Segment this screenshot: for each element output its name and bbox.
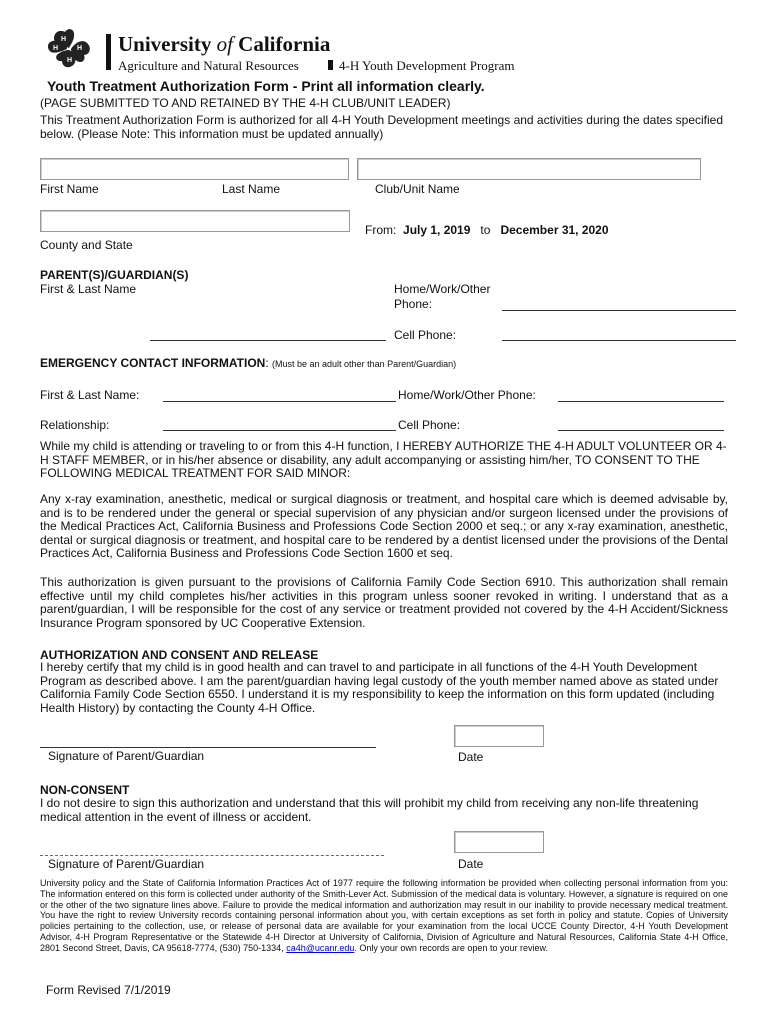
clover-logo-icon xyxy=(40,24,98,74)
county-state-field[interactable] xyxy=(40,210,350,232)
last-name-label: Last Name xyxy=(222,182,281,196)
svg-text:H: H xyxy=(77,45,83,52)
svg-text:H: H xyxy=(67,57,73,64)
authorization-paragraph: While my child is attending or traveling to or from this 4-H function, I HEREBY AUTHORIZE THE 4-H ADULT VOLUNTEER OR 4-H STAFF MEMBER, or in his/her absence or disability, any adult accompanying or assisting him/her, TO CONSENT TO THE FOLLOWING MEDICAL TREATMENT FOR SAID MINOR: xyxy=(40,439,727,480)
emergency-phone-label: Home/Work/Other Phone: xyxy=(398,388,536,402)
division-name: Agriculture and Natural Resources xyxy=(118,58,299,73)
parent-phone-label-1: Home/Work/Other xyxy=(394,282,491,296)
club-unit-label: Club/Unit Name xyxy=(375,182,460,196)
form-title: Youth Treatment Authorization Form - Print all information clearly. xyxy=(47,78,485,94)
emergency-cell-line[interactable] xyxy=(558,430,724,431)
svg-text:H: H xyxy=(53,45,59,52)
relationship-label: Relationship: xyxy=(40,418,110,432)
parent-name-label: First & Last Name xyxy=(40,282,137,296)
consent-heading: AUTHORIZATION AND CONSENT AND RELEASE xyxy=(40,648,319,662)
parent-cell-line[interactable] xyxy=(502,340,736,341)
county-state-label: County and State xyxy=(40,238,133,252)
consent-date-label: Date xyxy=(458,750,484,764)
emergency-heading: EMERGENCY CONTACT INFORMATION: (Must be an adult other than Parent/Guardian) xyxy=(40,356,457,370)
program-bullet xyxy=(328,60,333,70)
first-name-label: First Name xyxy=(40,182,99,196)
emergency-name-label: First & Last Name: xyxy=(40,388,140,402)
form-revised: Form Revised 7/1/2019 xyxy=(46,983,171,997)
svg-text:H: H xyxy=(61,36,67,43)
emergency-name-line[interactable] xyxy=(163,401,396,402)
parent-cell-label: Cell Phone: xyxy=(394,328,457,342)
nonconsent-text: I do not desire to sign this authorization and understand that this will prohibit my child from receiving any non-life threatening medical attention in the event of illness or accident. xyxy=(40,796,699,824)
emergency-cell-label: Cell Phone: xyxy=(398,418,461,432)
treatment-paragraph: Any x-ray examination, anesthetic, medical or surgical diagnosis or treatment, and hospital care which is deemed advisable by, and is to be rendered under the general or special supervision of any physician and/or surgeon licensed under the provisions of the Medical Practices Act, California Business and Professions Code Section 2000 et seq.; or any x-ray examination, anesthetic, dental or surgical diagnosis or treatment, and hospital care to be rendered by a dentist licensed under the provisions of the Dental Practices Act, California Business and Professions Code Section 1600 et seq. xyxy=(40,492,728,560)
family-code-paragraph: This authorization is given pursuant to the provisions of California Family Code Section 6910. This authorization shall remain effective until my child completes his/her activities in this program unless sooner revoked in writing. I understand that as a parent/guardian, I will be responsible for the cost of any service or treatment provided not covered by the 4-H Accident/Sickness Insurance Program sponsored by UC Cooperative Extension. xyxy=(40,575,728,630)
name-field[interactable] xyxy=(40,158,349,180)
privacy-policy-notice: University policy and the State of California Information Practices Act of 1977 require the following information be provided when collecting personal information from you: The information entered on this form is collected under authority of the Smith-Lever Act. Submission of the medical data is voluntary. However, a signature is required on one or the other of the two signature lines above. Failure to provide the medical information and authorization may result in our inability to provide necessary medical treatment. You have the right to review University records containing personal information about you, with certain exceptions as set forth in policy and statute. Copies of University policies pertaining to the collection, use, or release of personal data are available for your examination from the local UCCE County Director, 4-H Youth Development Advisor, 4-H Program Representative or the Statewide 4-H Director at University of California, Division of Agriculture and Natural Resources, California State 4-H Office, 2801 Second Street, Davis, CA 95618-7774, (530) 750-1334, ca4h@ucanr.edu. Only your own records are open to your review. xyxy=(40,878,728,953)
nonconsent-signature-line[interactable] xyxy=(40,855,384,856)
nonconsent-signature-label: Signature of Parent/Guardian xyxy=(48,857,205,871)
parent-heading: PARENT(S)/GUARDIAN(S) xyxy=(40,268,189,282)
email-link[interactable]: ca4h@ucanr.edu xyxy=(286,942,355,953)
emergency-phone-line[interactable] xyxy=(558,401,724,402)
nonconsent-heading: NON-CONSENT xyxy=(40,783,130,797)
parent-phone-label-2: Phone: xyxy=(394,297,433,311)
form-intro: This Treatment Authorization Form is authorized for all 4-H Youth Development meetings and activities during the dates specified below. (Please Note: This information must be updated annually) xyxy=(40,113,724,141)
nonconsent-date-label: Date xyxy=(458,857,484,871)
parent-name-line[interactable] xyxy=(150,340,386,341)
university-name: University of California xyxy=(118,32,331,56)
parent-phone-line[interactable] xyxy=(502,310,736,311)
club-unit-field[interactable] xyxy=(357,158,701,180)
consent-text: I hereby certify that my child is in good health and can travel to and participate in all functions of the 4-H Youth Development Program as described above. I am the parent/guardian having legal custody of the youth member named above as stated under California Family Code Section 6550. I understand it is my responsibility to keep the information on this form updated (including Health History) by contacting the County 4-H Office. xyxy=(40,660,719,715)
consent-signature-label: Signature of Parent/Guardian xyxy=(48,749,205,763)
date-range: From: July 1, 2019 to December 31, 2020 xyxy=(365,223,609,237)
logo-divider xyxy=(106,34,111,70)
relationship-line[interactable] xyxy=(163,430,396,431)
consent-signature-line[interactable] xyxy=(40,747,376,748)
consent-date-field[interactable] xyxy=(454,725,544,747)
form-subtitle: (PAGE SUBMITTED TO AND RETAINED BY THE 4-H CLUB/UNIT LEADER) xyxy=(40,96,451,110)
nonconsent-date-field[interactable] xyxy=(454,831,544,853)
program-name: 4-H Youth Development Program xyxy=(339,58,515,73)
